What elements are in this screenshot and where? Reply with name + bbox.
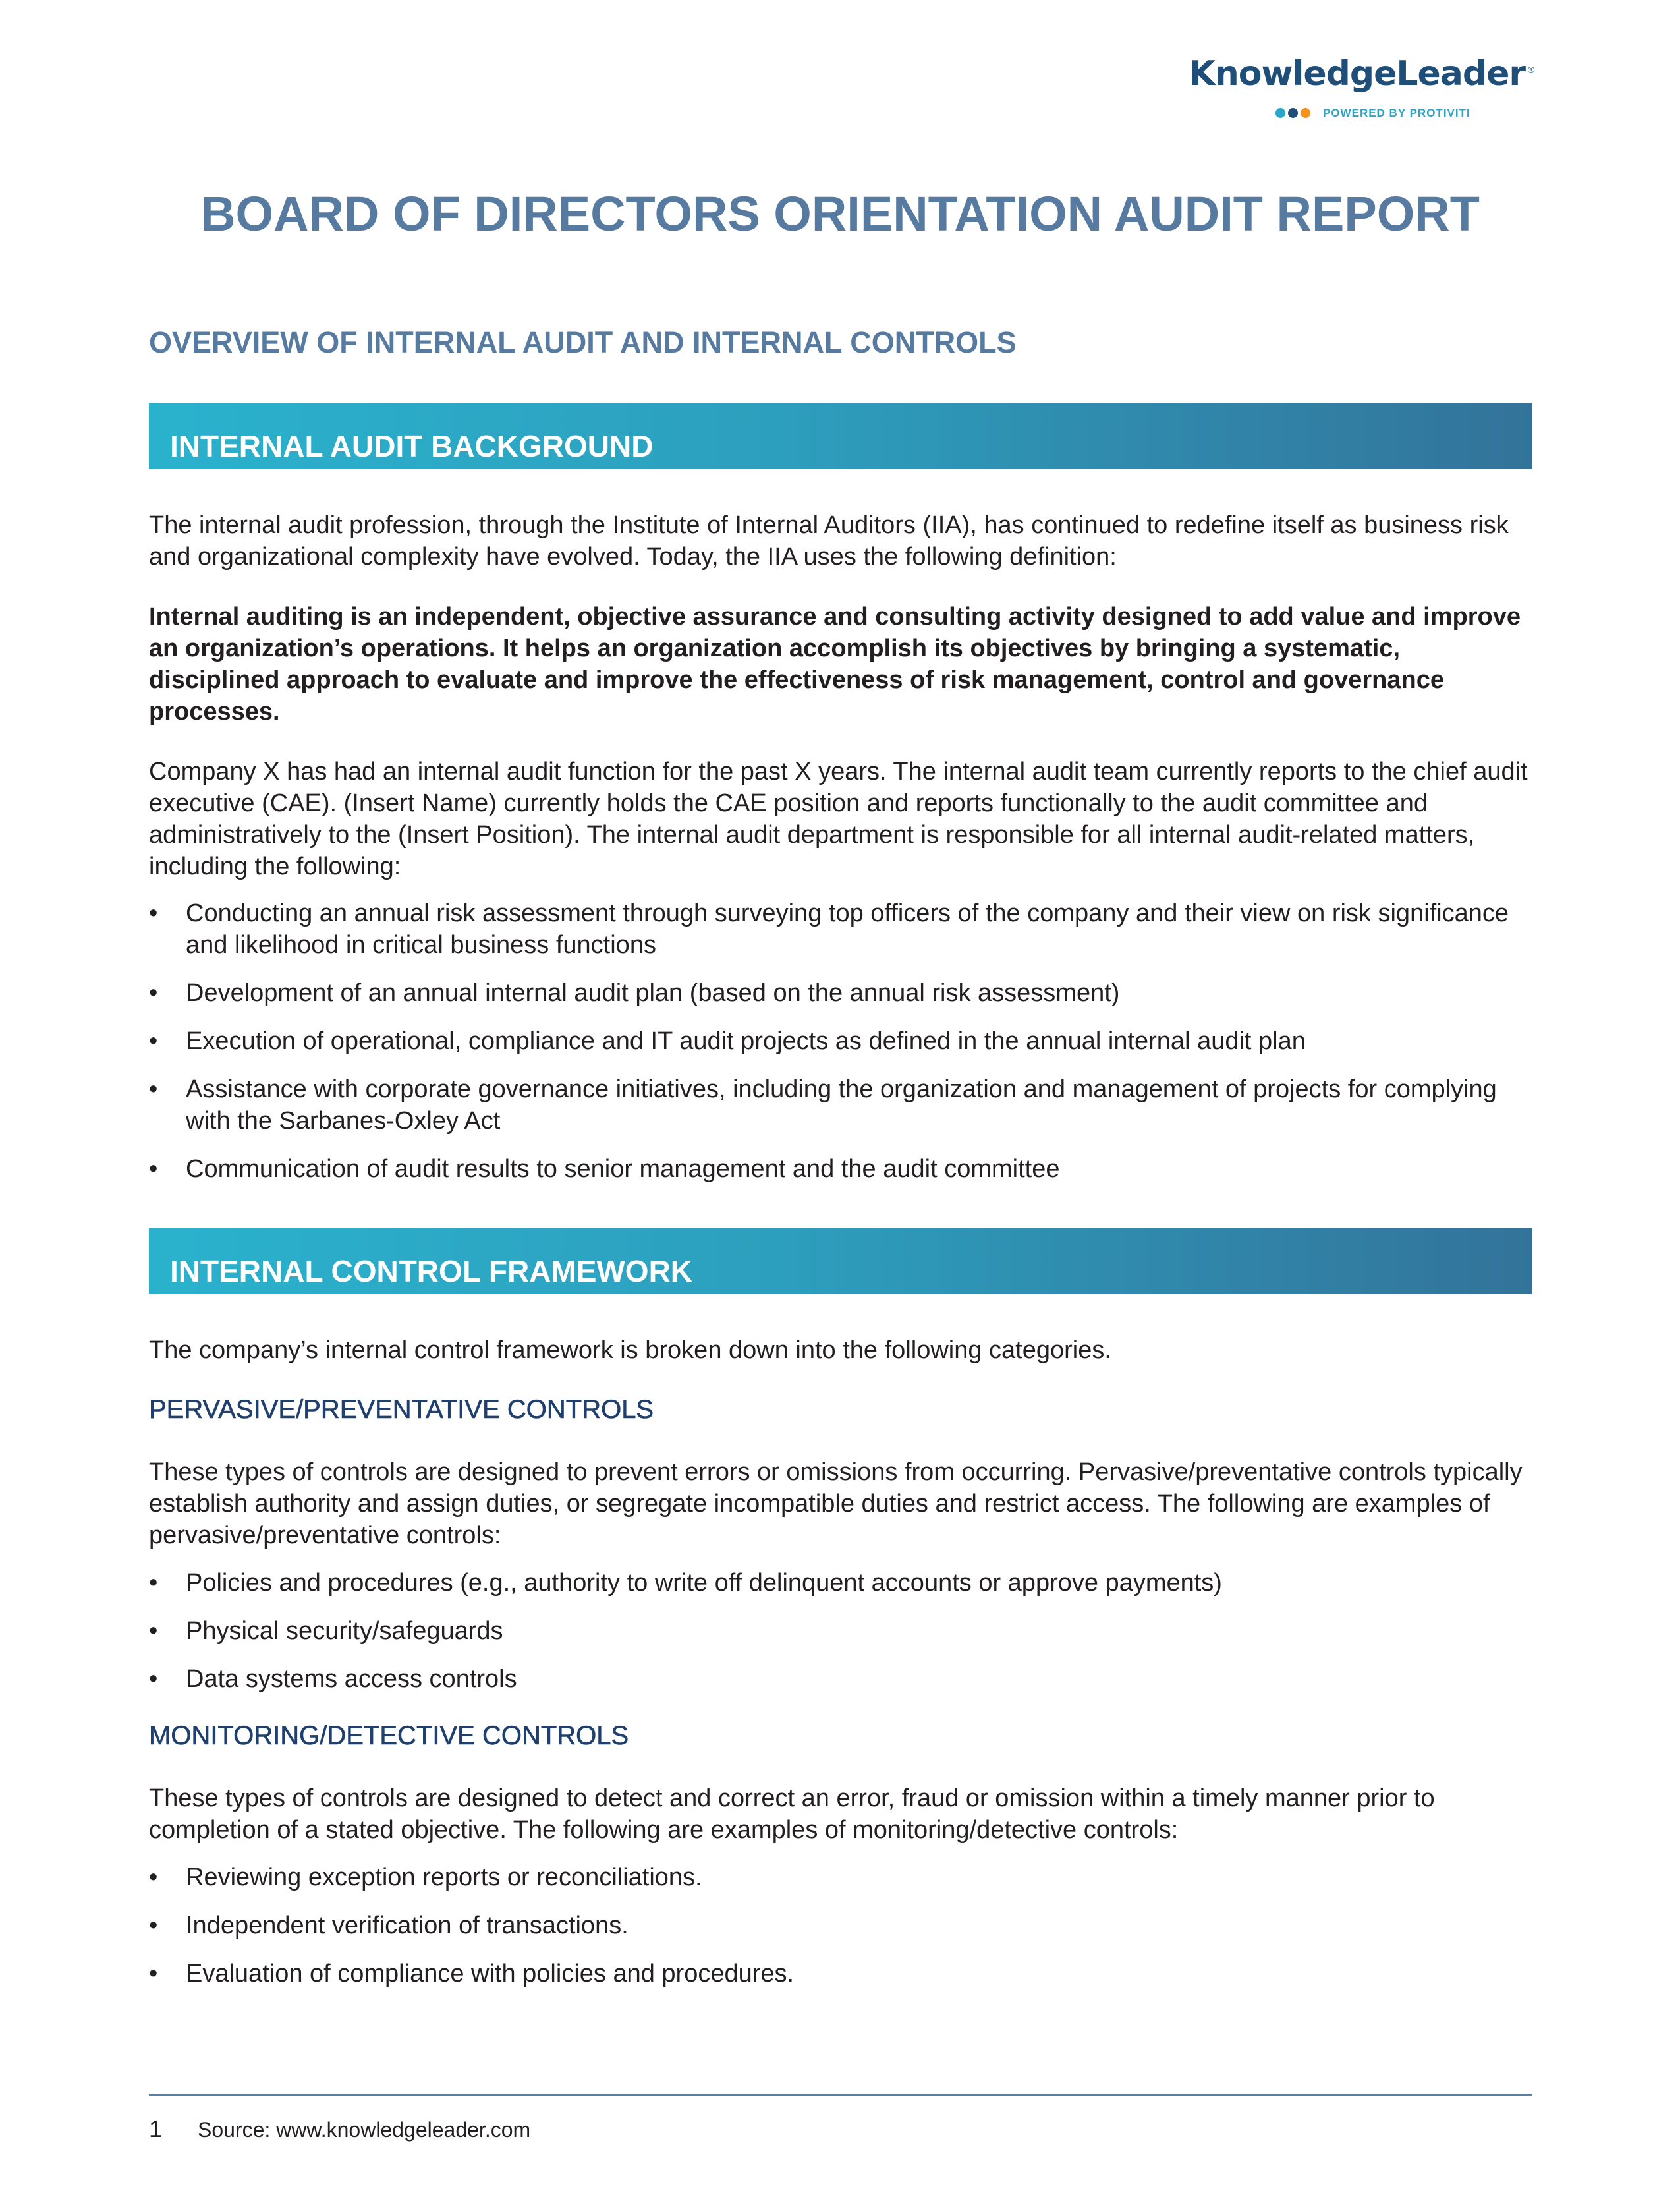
logo-dot-orange [1301, 108, 1310, 118]
footer-divider [149, 2094, 1532, 2096]
list-item: • Development of an annual internal audit plan (based on the annual risk assessment) [149, 977, 1532, 1009]
internal-control-framework-section [149, 1334, 1532, 2006]
pervasive-controls-heading: PERVASIVE/PREVENTATIVE CONTROLS [149, 1395, 654, 1424]
page-number: 1 [149, 2115, 163, 2142]
knowledgeleader-logo[interactable] [1189, 54, 1535, 127]
logo-dots-icon [1275, 108, 1310, 118]
framework-intro: The company’s internal control framework is broken down into the following categories. [149, 1336, 1111, 1364]
list-item: • Conducting an annual risk assessment through surveying top officers of the company and their view on risk significance and likelihood in critical business functions [149, 898, 1532, 961]
banner-title: INTERNAL AUDIT BACKGROUND [170, 429, 654, 463]
list-item: • Reviewing exception reports or reconciliations. [149, 1862, 1532, 1893]
list-item: • Communication of audit results to senior management and the audit committee [149, 1153, 1532, 1185]
banner-title: INTERNAL CONTROL FRAMEWORK [170, 1254, 693, 1288]
list-item: • Policies and procedures (e.g., authority to write off delinquent accounts or approve payments) [149, 1567, 1532, 1599]
monitoring-controls-list [149, 1862, 1532, 1989]
list-item: • Physical security/safeguards [149, 1615, 1532, 1647]
list-item: • Assistance with corporate governance initiatives, including the organization and management of projects for complying with the Sarbanes-Oxley Act [149, 1073, 1532, 1137]
logo-text: KnowledgeLeader [1189, 54, 1525, 94]
section-banner-internal-audit-background [149, 403, 1532, 469]
overview-heading: OVERVIEW OF INTERNAL AUDIT AND INTERNAL CONTROLS [149, 326, 1017, 359]
logo-subtitle: POWERED BY PROTIVITI [1323, 107, 1470, 119]
document-title: BOARD OF DIRECTORS ORIENTATION AUDIT REPORT [200, 186, 1480, 241]
section-banner-internal-control-framework [149, 1228, 1532, 1294]
list-item: • Independent verification of transactions. [149, 1910, 1532, 1941]
iia-definition: Internal auditing is an independent, objective assurance and consulting activity designed to add value and improve an organization’s operations. It helps an organization accomplish its objectives by bringing a systematic, disciplined approach to evaluate and improve the effectiveness of risk management, control and governance processes. [149, 603, 1521, 726]
list-item: • Evaluation of compliance with policies and procedures. [149, 1958, 1532, 1989]
pervasive-controls-list [149, 1567, 1532, 1695]
audit-responsibilities-list [149, 898, 1532, 1185]
logo-dot-blue [1275, 108, 1285, 118]
logo-wordmark [1189, 54, 1535, 94]
logo-dot-navy [1288, 108, 1298, 118]
registered-mark: ® [1526, 65, 1535, 76]
monitoring-controls-heading: MONITORING/DETECTIVE CONTROLS [149, 1721, 629, 1750]
company-audit-paragraph: Company X has had an internal audit function for the past X years. The internal audit team currently reports to the chief audit executive (CAE). (Insert Name) currently holds the CAE position and reports functionally to the audit committee and administratively to the (Insert Position). The internal audit department is responsible for all internal audit-related matters, including the following: [149, 758, 1528, 880]
internal-audit-background-section [149, 509, 1532, 1201]
pervasive-controls-text: These types of controls are designed to prevent errors or omissions from occurring. Pervasive/preventative controls typically establish authority and assign duties, or segregate incompatible duties and restrict access. The following are examples of pervasive/preventative controls: [149, 1458, 1523, 1549]
list-item: • Data systems access controls [149, 1663, 1532, 1695]
background-paragraph: The internal audit profession, through the Institute of Internal Auditors (IIA), has continued to redefine itself as business risk and organizational complexity have evolved. Today, the IIA uses the following definition: [149, 511, 1509, 571]
monitoring-controls-text: These types of controls are designed to detect and correct an error, fraud or omission within a timely manner prior to completion of a stated objective. The following are examples of monitoring/detective controls: [149, 1784, 1435, 1844]
source-line: Source: www.knowledgeleader.com [198, 2118, 531, 2142]
list-item: • Execution of operational, compliance and IT audit projects as defined in the annual internal audit plan [149, 1025, 1532, 1057]
